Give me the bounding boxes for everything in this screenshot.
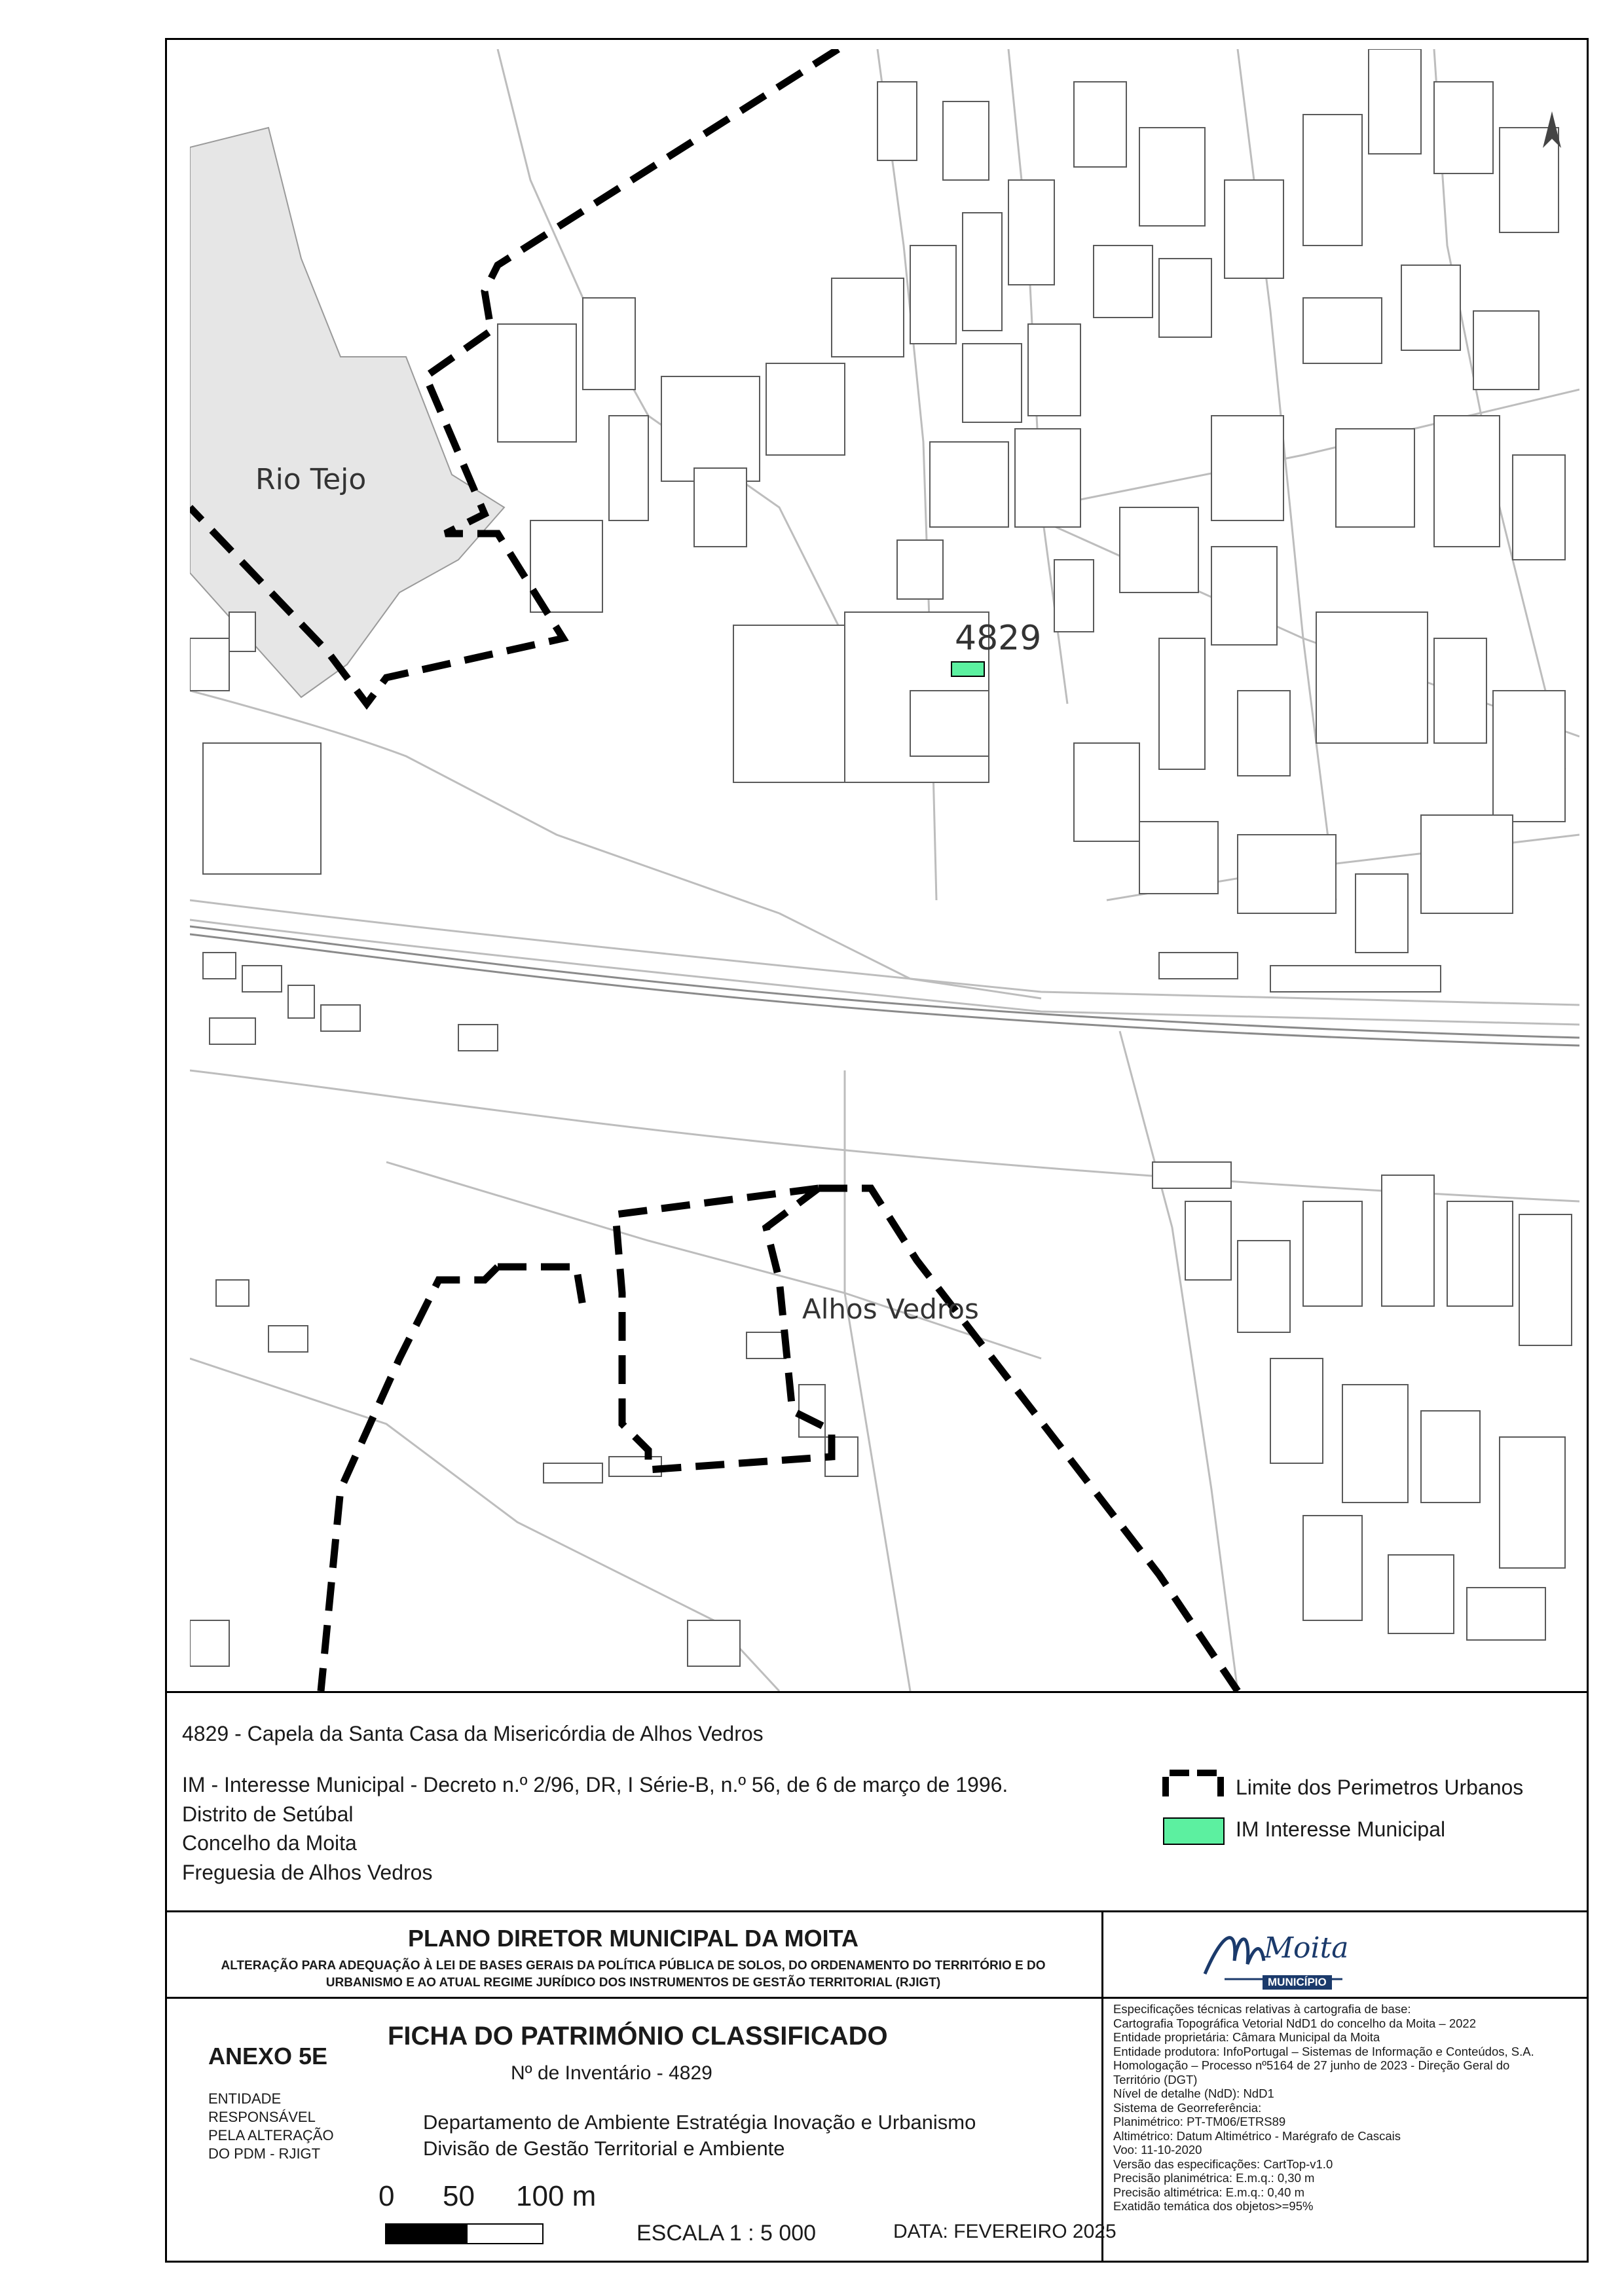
map-label-river: Rio Tejo: [255, 463, 367, 496]
spec-line: Cartografia Topográfica Vetorial NdD1 do concelho da Moita – 2022: [1113, 2016, 1476, 2030]
division: Divisão de Gestão Territorial e Ambiente: [423, 2137, 785, 2160]
map-view[interactable]: [190, 49, 1579, 1691]
building-blocks-south: [544, 1162, 1572, 1666]
entity-label: ENTIDADE RESPONSÁVEL PELA ALTERAÇÃO DO PDM - RJIGT: [208, 2090, 334, 2162]
spec-line: Entidade proprietária: Câmara Municipal da Moita: [1113, 2030, 1380, 2044]
north-arrow-icon: [1539, 111, 1565, 151]
map-canvas: [190, 49, 1579, 1691]
date-text: DATA: FEVEREIRO 2025: [893, 2221, 1116, 2242]
spec-line: Sistema de Georreferência:: [1113, 2100, 1262, 2115]
spec-line: Precisão altimétrica: E.m.q.: 0,40 m: [1113, 2185, 1304, 2199]
logo-text: Moita: [1264, 1931, 1349, 1965]
spec-line: Planimétrico: PT-TM06/ETRS89: [1113, 2115, 1286, 2128]
spec-line: Exatidão temática dos objetos>=95%: [1113, 2199, 1314, 2213]
logo-sub: MUNICÍPIO: [1263, 1975, 1332, 1990]
spec-line: Precisão planimétrica: E.m.q.: 0,30 m: [1113, 2171, 1315, 2185]
inventory-number: Nº de Inventário - 4829: [511, 2062, 712, 2084]
titleblock-mid-rule: [165, 1997, 1589, 1999]
annex-label: ANEXO 5E: [208, 2043, 328, 2069]
legend-heritage-swatch: [1163, 1817, 1225, 1845]
scale-segment-light: [466, 2223, 544, 2244]
spec-line: Entidade produtora: InfoPortugal – Sistemas de Informação e Conteúdos, S.A.: [1113, 2044, 1534, 2058]
specs-block: [1113, 2002, 1581, 2214]
map-label-parcel: 4829: [955, 619, 1042, 658]
scale-text: ESCALA 1 : 5 000: [637, 2221, 817, 2246]
map-label-locality: Alhos Vedros: [802, 1293, 979, 1325]
spec-line: Versão das especificações: CartTop-v1.0: [1113, 2157, 1333, 2171]
info-title: 4829 - Capela da Santa Casa da Misericórdia de Alhos Vedros: [182, 1722, 764, 1745]
building-blocks-west: [190, 612, 498, 1666]
scale-tick-50: 50: [443, 2180, 475, 2212]
building-blocks: [498, 49, 1565, 992]
spec-line: Voo: 11-10-2020: [1113, 2143, 1202, 2157]
info-district: Distrito de Setúbal: [182, 1802, 354, 1826]
legend-boundary-label: Limite dos Perimetros Urbanos: [1236, 1776, 1524, 1799]
spec-line: Altimétrico: Datum Altimétrico - Marégrafo de Cascais: [1113, 2128, 1401, 2143]
sheet-title: FICHA DO PATRIMÓNIO CLASSIFICADO: [388, 2022, 888, 2050]
legend-boundary-symbol: [1162, 1769, 1225, 1800]
spec-line: Nível de detalhe (NdD): NdD1: [1113, 2086, 1274, 2100]
department: Departamento de Ambiente Estratégia Inovação e Urbanismo: [423, 2111, 976, 2134]
info-municipality: Concelho da Moita: [182, 1831, 357, 1855]
info-parish: Freguesia de Alhos Vedros: [182, 1861, 433, 1884]
plan-subtitle-1: ALTERAÇÃO PARA ADEQUAÇÃO À LEI DE BASES GERAIS DA POLÍTICA PÚBLICA DE SOLOS, DO ORDENAMENTO DO TERRITÓRIO E DO: [221, 1959, 1046, 1973]
urban-perimeter-boundary: [190, 49, 1238, 1691]
spec-line: Homologação – Processo nº5164 de 27 junho de 2023 - Direção Geral do: [1113, 2058, 1510, 2072]
info-decree: IM - Interesse Municipal - Decreto n.º 2/96, DR, I Série-B, n.º 56, de 6 de março de 1996.: [182, 1773, 1008, 1796]
titleblock-logo-divider: [1101, 1910, 1103, 1997]
legend-heritage-label: IM Interesse Municipal: [1236, 1817, 1446, 1841]
spec-line: Especificações técnicas relativas à cartografia de base:: [1113, 2002, 1411, 2016]
plan-subtitle-2: URBANISMO E AO ATUAL REGIME JURÍDICO DOS INSTRUMENTOS DE GESTÃO TERRITORIAL (RJIGT): [325, 1976, 941, 1990]
scale-tick-0: 0: [378, 2180, 395, 2212]
plan-title: PLANO DIRETOR MUNICIPAL DA MOITA: [408, 1925, 858, 1952]
heritage-parcel: [951, 662, 984, 676]
titleblock-top-rule: [165, 1910, 1589, 1912]
scale-segment-dark: [385, 2223, 468, 2244]
spec-line: Território (DGT): [1113, 2072, 1198, 2086]
map-bottom-rule: [165, 1691, 1589, 1693]
scale-tick-100: 100 m: [516, 2180, 597, 2212]
